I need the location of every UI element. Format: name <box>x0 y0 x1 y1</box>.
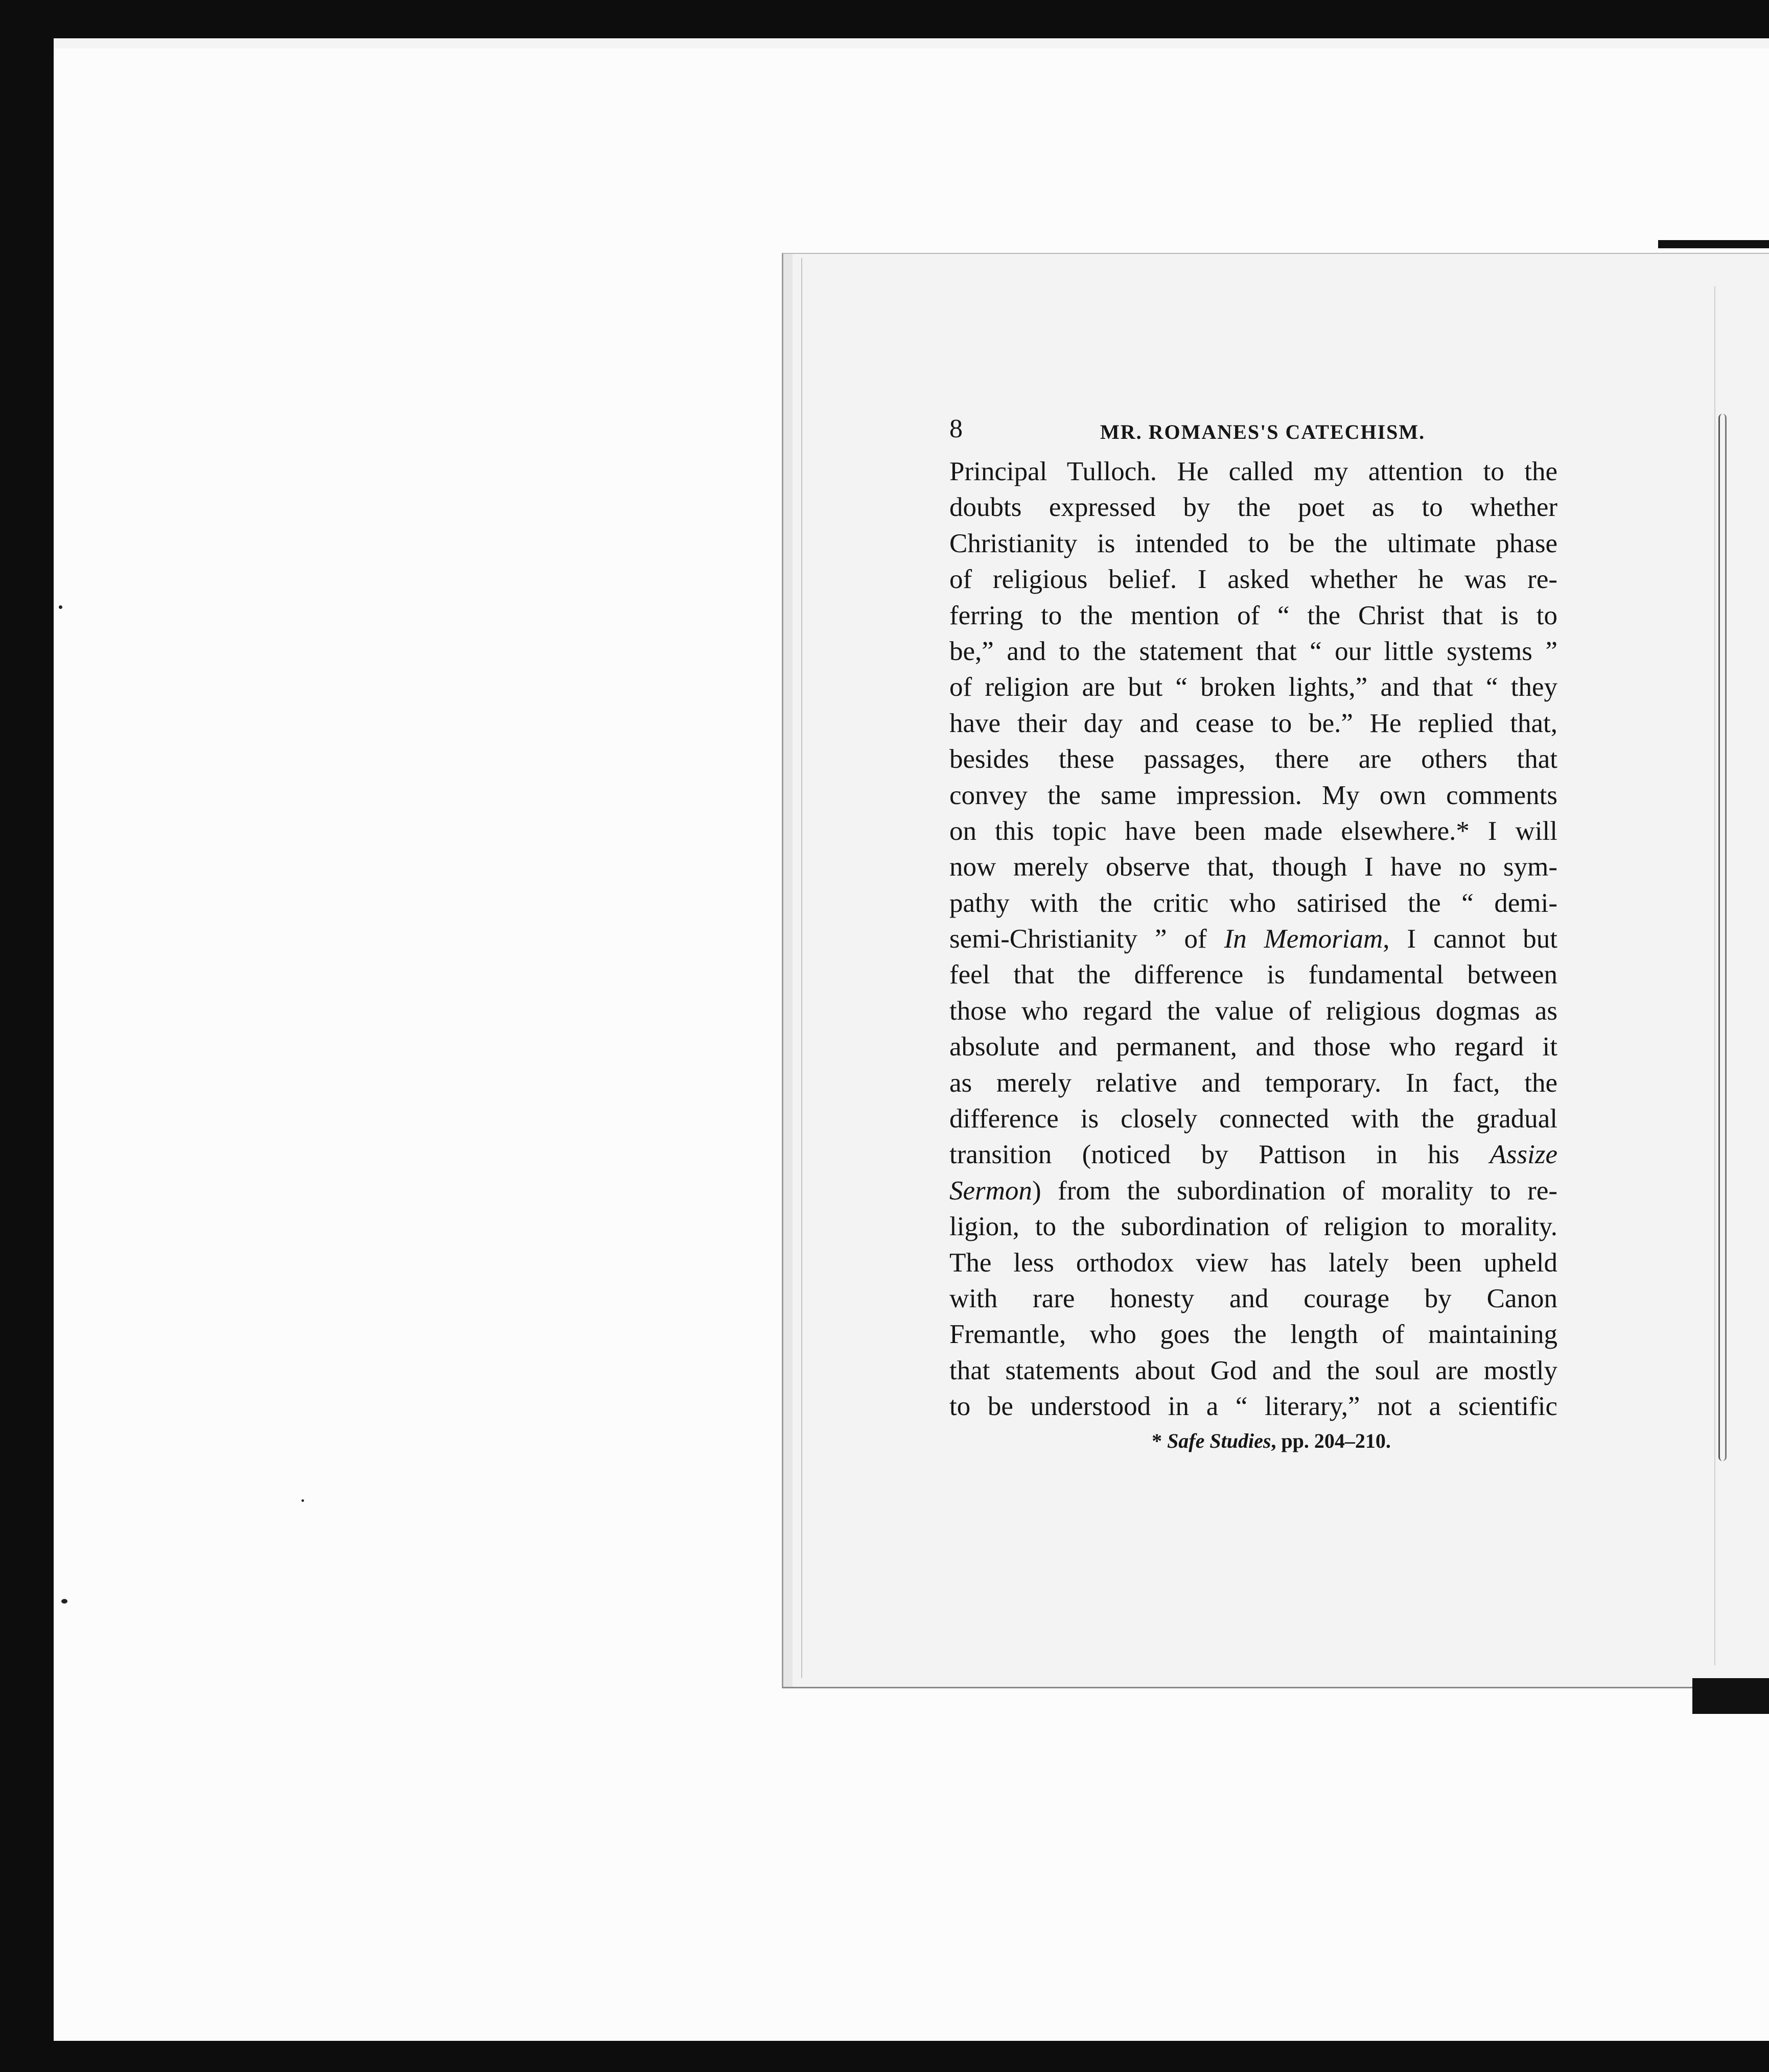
text-line <box>949 1173 1557 1209</box>
scanner-frame-top <box>0 0 1769 38</box>
text-line <box>949 885 1557 921</box>
page-number: 8 <box>949 414 963 443</box>
text-line-content: those who regard the value of religious dogmas as <box>949 996 1557 1026</box>
italic-title: In Memoriam <box>1224 924 1383 954</box>
text-line-content: ferring to the mention of “ the Christ that is to <box>949 600 1557 630</box>
text-line-content: Fremantle, who goes the length of maintaining <box>949 1320 1557 1350</box>
text-line-content: that statements about God and the soul are mostly <box>949 1355 1557 1385</box>
text-line-content: transition (noticed by Pattison in his <box>949 1140 1490 1170</box>
text-line-content: now merely observe that, though I have no sym- <box>949 852 1557 882</box>
scanner-frame-bottom <box>0 2041 1769 2072</box>
text-line-content: Christianity is intended to be the ultimate phase <box>949 528 1557 558</box>
text-line <box>949 1101 1557 1137</box>
text-line <box>949 598 1557 633</box>
binding-tab-bottom <box>1692 1678 1769 1714</box>
text-line <box>949 1029 1557 1065</box>
text-line <box>949 526 1557 561</box>
dust-speck <box>301 1499 304 1502</box>
text-line-content: convey the same impression. My own comments <box>949 780 1557 810</box>
text-line <box>949 489 1557 525</box>
text-line-content: Principal Tulloch. He called my attention to the <box>949 457 1557 486</box>
text-line <box>949 993 1557 1029</box>
text-line <box>949 705 1557 741</box>
text-line-content: difference is closely connected with the gradual <box>949 1104 1557 1134</box>
text-line <box>949 1388 1557 1424</box>
footnote <box>949 1429 1557 1453</box>
running-head <box>949 414 1557 450</box>
text-line <box>949 669 1557 705</box>
scanner-frame-left <box>0 0 54 2072</box>
text-line <box>949 741 1557 777</box>
text-line-content: be,” and to the statement that “ our little systems ” <box>949 636 1557 666</box>
text-line <box>949 921 1557 957</box>
body-text <box>949 454 1557 1425</box>
text-line-content: of religion are but “ broken lights,” and that “ they <box>949 672 1557 702</box>
binding-tab-top <box>1658 240 1769 248</box>
text-line-content: absolute and permanent, and those who regard it <box>949 1032 1557 1062</box>
text-line <box>949 561 1557 597</box>
text-line-content: of religious belief. I asked whether he was re- <box>949 564 1557 595</box>
text-line <box>949 957 1557 993</box>
text-line <box>949 778 1557 813</box>
text-line-content: pathy with the critic who satirised the “ demi- <box>949 888 1557 918</box>
text-line <box>949 1281 1557 1316</box>
text-line-content: as merely relative and temporary. In fact, the <box>949 1068 1557 1098</box>
text-line-content: ligion, to the subordination of religion to morality. <box>949 1212 1557 1242</box>
text-line-content: , I cannot but <box>1383 924 1557 954</box>
text-line <box>949 1353 1557 1388</box>
text-line <box>949 454 1557 489</box>
italic-title: Assize <box>1489 1140 1557 1170</box>
text-line-content: with rare honesty and courage by Canon <box>949 1283 1557 1313</box>
text-line <box>949 849 1557 885</box>
text-line <box>949 1209 1557 1244</box>
text-line-content: have their day and cease to be.” He replied that, <box>949 708 1557 738</box>
footnote-marker: * <box>1152 1429 1168 1452</box>
page-right-edge <box>1714 286 1715 1665</box>
text-line-content: feel that the difference is fundamental between <box>949 960 1557 990</box>
running-head-title: MR. ROMANES'S CATECHISM. <box>1100 420 1426 443</box>
footnote-pages: , pp. 204–210. <box>1271 1429 1391 1452</box>
text-line <box>949 813 1557 849</box>
text-line-content: on this topic have been made elsewhere.* I will <box>949 816 1557 846</box>
text-line-content: The less orthodox view has lately been upheld <box>949 1247 1557 1278</box>
page-inner-edge <box>801 258 802 1678</box>
text-column <box>949 414 1557 1453</box>
dust-speck <box>61 1599 67 1604</box>
text-line-content: ) from the subordination of morality to re- <box>1032 1175 1557 1206</box>
dust-speck <box>59 605 62 609</box>
text-line <box>949 1245 1557 1281</box>
text-line-content: besides these passages, there are others that <box>949 744 1557 774</box>
text-line-content: semi-Christianity ” of <box>949 924 1224 954</box>
text-line <box>949 633 1557 669</box>
text-line <box>949 1137 1557 1172</box>
footnote-title: Safe Studies <box>1167 1429 1271 1452</box>
text-line <box>949 1316 1557 1352</box>
italic-title: Sermon <box>949 1175 1032 1206</box>
scanner-frame-top-inner <box>54 38 1769 49</box>
text-line-content: to be understood in a “ literary,” not a scientific <box>949 1392 1557 1422</box>
text-line-content: doubts expressed by the poet as to whether <box>949 492 1557 523</box>
text-line <box>949 1065 1557 1101</box>
binding-thread <box>1718 414 1727 1461</box>
